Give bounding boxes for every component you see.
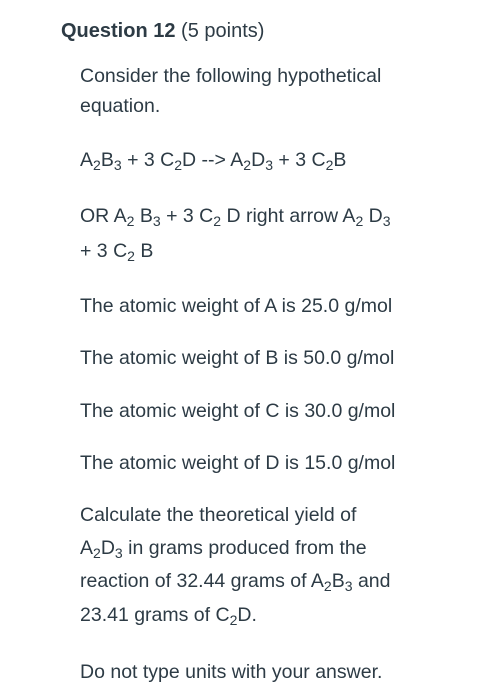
chemical-equation: $A_2B_3 + 3$ $C_2D$ --> $A_2D_3 + 3$ $C_2B$	[80, 149, 347, 174]
atomic-weight-d: The atomic weight of D is 15.0 g/mol	[80, 452, 396, 474]
question-header	[61, 17, 264, 45]
atomic-weight-c: The atomic weight of C is 30.0 g/mol	[80, 400, 396, 422]
atomic-weight-b: The atomic weight of B is 50.0 g/mol	[80, 347, 395, 369]
task-line-1: Calculate the theoretical yield of	[80, 504, 357, 526]
atomic-weight-a: The atomic weight of A is 25.0 g/mol	[80, 295, 393, 317]
intro-line-1: Consider the following hypothetical	[80, 65, 382, 87]
task-line-4: 23.41 grams of $C_2D$.	[80, 604, 257, 629]
intro-line-2: equation.	[80, 95, 161, 117]
question-points: (5 points)	[181, 20, 265, 42]
alt-equation-line-1: OR $A_2$ $B_3 + 3$ $C_2$ D right arrow $A_2$ $D_3$	[80, 205, 391, 230]
question-title: Question 12	[61, 20, 176, 42]
task-line-3: reaction of 32.44 grams of $A_2B_3$ and	[80, 570, 391, 595]
alt-equation-line-2: + 3 $C_2$ B	[80, 240, 154, 265]
task-line-2: $A_2D_3$ in grams produced from the	[80, 537, 367, 562]
instruction-note: Do not type units with your answer.	[80, 661, 383, 683]
